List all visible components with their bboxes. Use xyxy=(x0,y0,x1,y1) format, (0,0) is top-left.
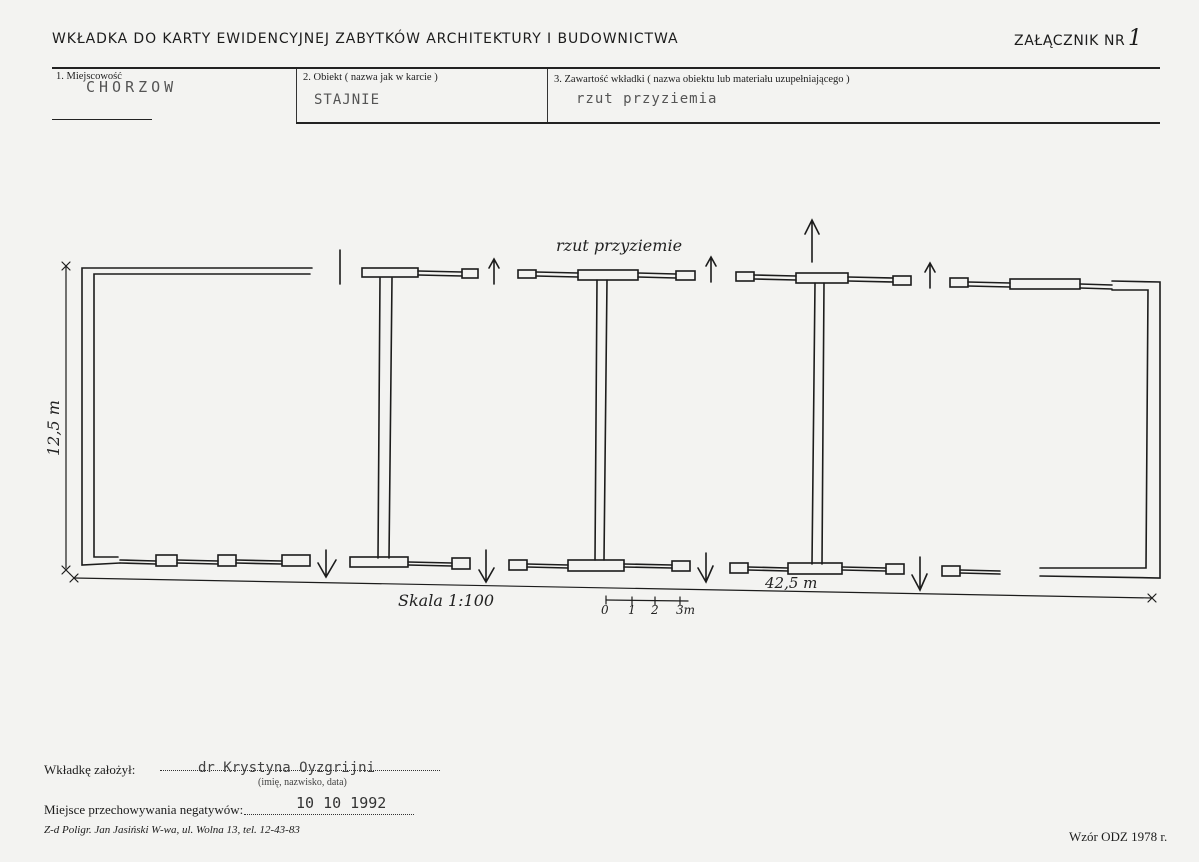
attachment-number: 1 xyxy=(1128,26,1142,51)
drawing-caption: rzut przyziemie xyxy=(556,236,683,255)
length-dimension: 42,5 m xyxy=(765,574,818,592)
founded-value: dr Krystyna Oyzgrijni xyxy=(198,760,376,776)
printer-imprint: Z-d Poligr. Jan Jasiński W-wa, ul. Wolna 13, tel. 12-43-83 xyxy=(44,824,300,836)
form-code: Wzór ODZ 1978 r. xyxy=(1069,829,1168,844)
scale-tick-2: 2 xyxy=(651,603,659,617)
scale-label: Skala 1:100 xyxy=(398,591,495,610)
scale-tick-1: 1 xyxy=(628,603,636,617)
locality-label: 1. Miejscowość xyxy=(56,71,122,82)
founded-label: Wkładkę założył: xyxy=(44,762,136,777)
scale-tick-3: 3m xyxy=(676,603,696,617)
contents-value: rzut przyziemia xyxy=(576,91,718,107)
attachment-label: ZAŁĄCZNIK NR xyxy=(1014,33,1126,49)
object-label: 2. Obiekt ( nazwa jak w karcie ) xyxy=(303,72,438,83)
height-dimension: 12,5 m xyxy=(44,400,63,456)
locality-value: CHORZOW xyxy=(86,78,178,96)
negatives-dotted-line xyxy=(244,814,414,815)
date-value: 10 10 1992 xyxy=(296,794,387,812)
object-value: STAJNIE xyxy=(314,92,381,108)
negatives-label: Miejsce przechowywania negatywów: xyxy=(44,802,244,817)
contents-label: 3. Zawartość wkładki ( nazwa obiektu lub materiału uzupełniającego ) xyxy=(554,74,850,85)
form-title: WKŁADKA DO KARTY EWIDENCYJNEJ ZABYTKÓW ARCHITEKTURY I BUDOWNICTWA xyxy=(52,31,679,47)
founded-hint: (imię, nazwisko, data) xyxy=(258,777,347,788)
scale-tick-0: 0 xyxy=(601,603,609,617)
